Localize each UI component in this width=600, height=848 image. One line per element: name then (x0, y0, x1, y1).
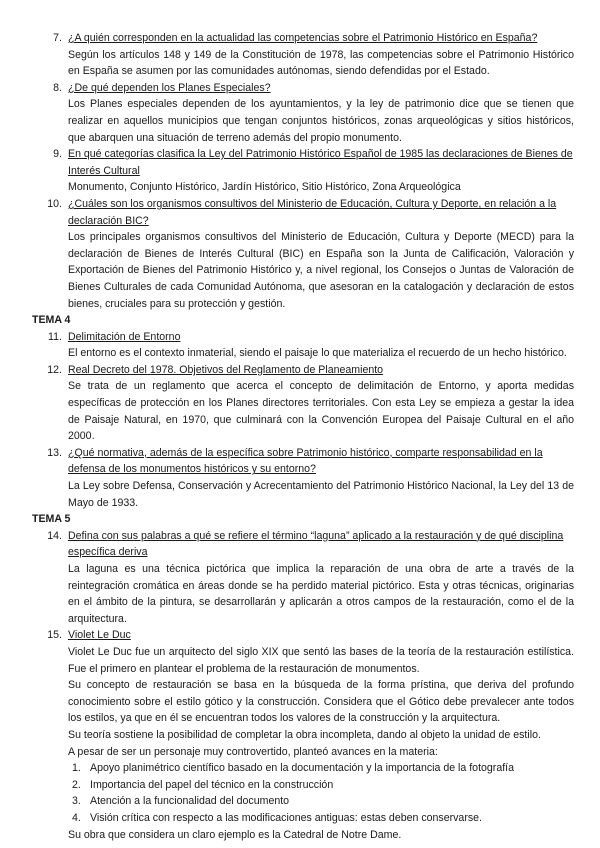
answer-text: Los principales organismos consultivos del Ministerio de Educación, Cultura y Deporte (MECD) para la declaración de Bienes de Interés Cultural (BIC) en España son la Junta de Calificación, Valoración y Exportación de Bienes del Patrimonio Histórico y, a nivel regional, los Consejos o Juntas de Valoración de Bienes Culturales de cada Comunidad Autónoma, que asesoran en la catalogación y declaración de estos bienes, cruciales para su protección y gestión. (68, 231, 574, 310)
list-item (68, 793, 574, 810)
section-heading-tema-5: TEMA 5 (32, 513, 71, 526)
list-item-text: Apoyo planimétrico científico basado en la documentación y la importancia de la fotografía (90, 762, 514, 775)
question-text: Delimitación de Entorno (68, 330, 181, 343)
question-item-12 (32, 362, 574, 445)
list-item-text: Importancia del papel del técnico en la construcción (90, 778, 334, 791)
list-item (68, 777, 574, 794)
answer-paragraph-4: A pesar de ser un personaje muy controvertido, planteó avances en la materia: (68, 745, 438, 758)
item-number: 7. (53, 32, 62, 44)
list-item-number: 3. (72, 795, 81, 808)
list-item-number: 4. (72, 811, 81, 824)
list-item-number: 2. (72, 778, 81, 791)
question-text: ¿Cuáles son los organismos consultivos del Ministerio de Educación, Cultura y Deporte, en relación a la declaración BIC? (68, 197, 557, 227)
item-number: 9. (53, 148, 62, 161)
list-item-text: Atención a la funcionalidad del documento (90, 795, 290, 808)
advances-list (68, 760, 574, 826)
question-item-10 (32, 196, 574, 312)
question-item-13 (32, 445, 574, 511)
item-number: 11. (48, 330, 62, 343)
answer-text: Según los artículos 148 y 149 de la Constitución de 1978, las competencias sobre el Patrimonio Histórico en España se asumen por las comunidades autónomas, siendo defendidas por el Estado. (68, 48, 574, 78)
answer-text: La Ley sobre Defensa, Conservación y Acrecentamiento del Patrimonio Histórico Nacional, la Ley del 13 de Mayo de 1933. (68, 480, 574, 509)
answer-text: Monumento, Conjunto Histórico, Jardín Histórico, Sitio Histórico, Zona Arqueológica (68, 181, 461, 194)
list-item (68, 760, 574, 777)
answer-text: La laguna es una técnica pictórica que implica la reparación de una obra de arte a través de la reintegración cromática en áreas donde se ha perdido material pictórico. Esta y otras técnicas, originarias en el ámbito de la pintura, se desarrollarán y aplicarán a otros campos de la restauración, como el de la arquitectura. (68, 563, 574, 625)
item-number: 12. (47, 363, 62, 376)
question-text: Defina con sus palabras a qué se refiere el término “laguna” aplicado a la restauración y de qué disciplina específica deriva (68, 529, 564, 559)
answer-paragraph-2: Su concepto de restauración se basa en la búsqueda de la forma prístina, que deriva del profundo conocimiento sobre el estilo gótico y la construcción. Considera que el Gótico debe prevalecer ante todos los estilos, ya que en él se encuentran todos los valores de la construcción y la arquitectura. (68, 679, 574, 725)
section-heading-tema-4: TEMA 4 (32, 314, 71, 327)
list-item-text: Visión crítica con respecto a las modificaciones antiguas: estas deben conservarse. (90, 811, 482, 824)
list-item-number: 1. (72, 762, 81, 775)
question-item-11 (32, 329, 574, 362)
item-number: 15. (47, 629, 62, 642)
item-number: 14. (47, 529, 62, 542)
answer-paragraph-3: Su teoría sostiene la posibilidad de completar la obra incompleta, dando al objeto la unidad de estilo. (68, 728, 541, 741)
question-item-9 (32, 146, 574, 196)
question-text: ¿De qué dependen los Planes Especiales? (68, 81, 271, 94)
question-item-14 (32, 528, 574, 628)
item-number: 8. (53, 81, 62, 94)
question-item-15 (32, 627, 574, 843)
question-item-7 (32, 30, 574, 80)
answer-text: El entorno es el contexto inmaterial, siendo el paisaje lo que materializa el recuerdo de un hecho histórico. (68, 347, 567, 360)
question-text: ¿A quién corresponden en la actualidad las competencias sobre el Patrimonio Histórico en España? (68, 32, 538, 44)
question-text: En qué categorías clasifica la Ley del Patrimonio Histórico Español de 1985 las declaraciones de Bienes de Interés Cultural (68, 148, 573, 177)
question-text: Violet Le Duc (68, 629, 131, 642)
answer-paragraph-1: Violet Le Duc fue un arquitecto del siglo XIX que sentó las bases de la teoría de la restauración estilística. Fue el primero en plantear el problema de la restauración de monumentos. (68, 645, 574, 675)
question-item-8 (32, 80, 574, 146)
item-number: 13. (47, 446, 62, 459)
question-text: ¿Qué normativa, además de la específica sobre Patrimonio histórico, comparte responsabilidad en la defensa de los monumentos históricos y su entorno? (68, 446, 543, 476)
list-item (68, 810, 574, 827)
question-text: Real Decreto del 1978. Objetivos del Reglamento de Planeamiento (68, 363, 384, 376)
answer-text: Se trata de un reglamento que acerca el concepto de delimitación de Entorno, y aporta medidas específicas de protección en los Planes directores territoriales. Con esta Ley se empieza a gestar la idea de Paisaje Natural, en 1970, que culminará con la Convención Europea del Paisaje Cultural en el año 2000. (68, 380, 574, 443)
item-number: 10. (47, 197, 62, 210)
answer-text: Los Planes especiales dependen de los ayuntamientos, y la ley de patrimonio dice que se tienen que realizar en aquellos municipios que tengan conjuntos históricos, zonas arqueológicas y sitios históricos, que abarquen una situación de terreno además del propio monumento. (68, 98, 574, 144)
answer-closing: Su obra que considera un claro ejemplo es la Catedral de Notre Dame. (68, 828, 402, 841)
